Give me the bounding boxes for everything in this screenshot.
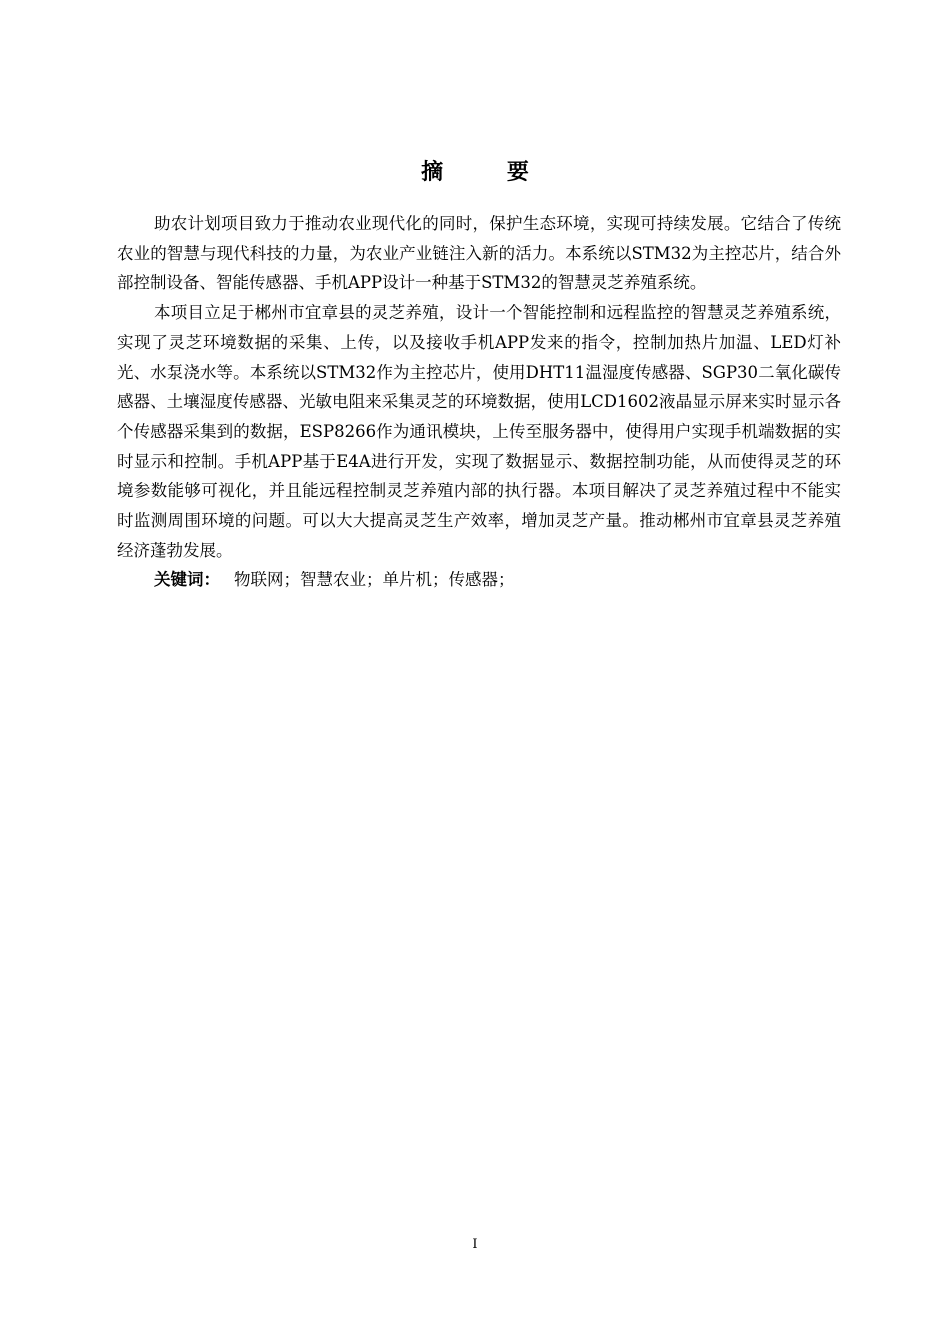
keywords-list: 物联网；智慧农业；单片机；传感器； — [234, 570, 515, 590]
keywords-label: 关键词： — [154, 570, 220, 590]
abstract-paragraph-2: 本项目立足于郴州市宜章县的灵芝养殖，设计一个智能控制和远程监控的智慧灵芝养殖系统，实现了灵芝环境数据的采集、上传，以及接收手机APP发来的指令，控制加热片加温、LED灯补光、水泵浇水等。本系统以STM32作为主控芯片，使用DHT11温湿度传感器、SGP30二氧化碳传感器、土壤湿度传感器、光敏电阻来采集灵芝的环境数据，使用LCD1602液晶显示屏来实时显示各个传感器采集到的数据，ESP8266作为通讯模块，上传至服务器中，使得用户实现手机端数据的实时显示和控制。手机APP基于E4A进行开发，实现了数据显示、数据控制功能，从而使得灵芝的环境参数能够可视化，并且能远程控制灵芝养殖内部的执行器。本项目解决了灵芝养殖过程中不能实时监测周围环境的问题。可以大大提高灵芝生产效率，增加灵芝产量。推动郴州市宜章县灵芝养殖经济蓬勃发展。 — [117, 303, 841, 560]
abstract-body — [117, 209, 841, 595]
abstract-title: 摘 要 — [421, 159, 557, 185]
keywords-line — [117, 565, 841, 595]
page-number: I — [472, 1237, 478, 1252]
abstract-paragraph-1: 助农计划项目致力于推动农业现代化的同时，保护生态环境，实现可持续发展。它结合了传统农业的智慧与现代科技的力量，为农业产业链注入新的活力。本系统以STM32为主控芯片，结合外部控制设备、智能传感器、手机APP设计一种基于STM32的智慧灵芝养殖系统。 — [117, 214, 841, 293]
